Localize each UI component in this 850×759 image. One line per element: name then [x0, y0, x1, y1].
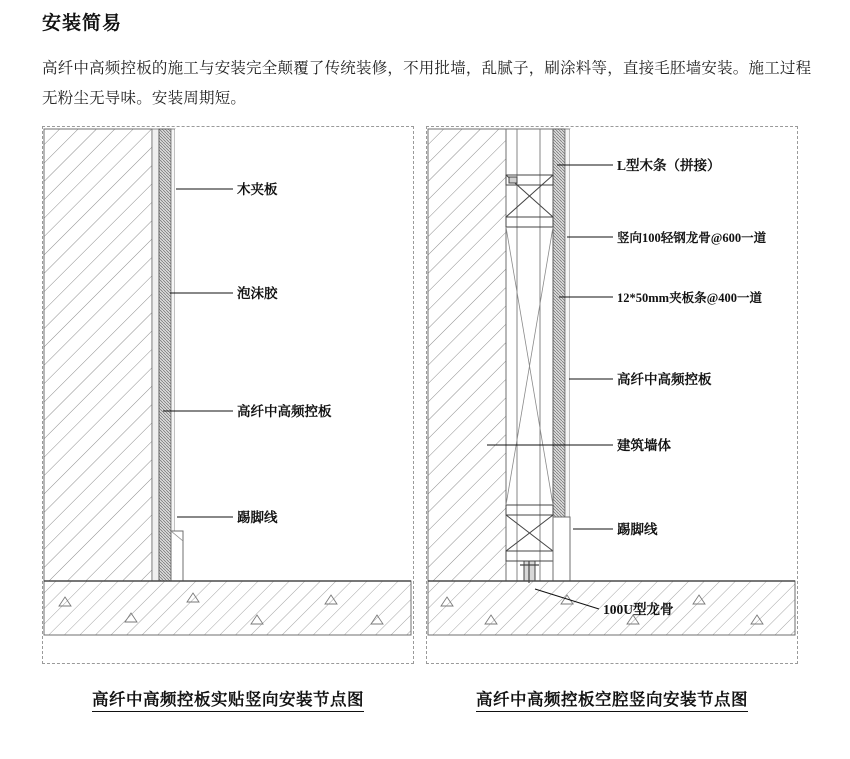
skirting-detail — [171, 531, 183, 581]
label-skirting: 踢脚线 — [617, 522, 658, 537]
intro-paragraph: 高纤中高频控板的施工与安装完全颠覆了传统装修，不用批墙，乱腻子，刷涂料等，直接毛胚墙安装。施工过程无粉尘无导味。安装周期短。 — [42, 60, 812, 107]
floor-slab — [44, 581, 411, 635]
label-plywood: 木夹板 — [237, 182, 278, 197]
diagram-solid-mount — [43, 127, 413, 663]
label-plywood-strip: 12*50mm夹板条@400一道 — [617, 291, 762, 305]
figure-cavity-mount — [426, 126, 798, 709]
figure-frame-right — [426, 126, 798, 664]
figures-container — [42, 126, 810, 709]
wall-body-shape — [44, 129, 152, 581]
label-foam-glue: 泡沫胶 — [237, 286, 278, 301]
label-panel: 高纤中高频控板 — [237, 404, 332, 419]
page-title: 安装简易 — [42, 13, 123, 34]
panel-layer — [159, 129, 171, 581]
label-l-batten: L型木条（拼接） — [617, 158, 721, 173]
label-wall-body: 建筑墙体 — [617, 438, 671, 453]
plywood-layer — [171, 129, 175, 581]
wall-body-shape — [428, 129, 506, 581]
panel-layer — [553, 129, 570, 581]
figure-caption-left — [42, 686, 414, 710]
label-u-keel: 100U型龙骨 — [603, 602, 674, 617]
figure-frame-left — [42, 126, 414, 664]
label-skirting: 踢脚线 — [237, 510, 278, 525]
diagram-cavity-mount — [427, 127, 797, 663]
foam-glue-layer — [152, 129, 159, 581]
skirting-detail — [553, 517, 570, 581]
figure-caption-right-text: 高纤中高频控板空腔竖向安装节点图 — [476, 691, 748, 712]
label-vertical-keel: 竖向100轻钢龙骨@600一道 — [617, 231, 767, 245]
figure-solid-mount — [42, 126, 414, 709]
label-panel: 高纤中高频控板 — [617, 372, 712, 387]
figure-caption-right — [426, 686, 798, 710]
figure-caption-left-text: 高纤中高频控板实贴竖向安装节点图 — [92, 691, 364, 712]
